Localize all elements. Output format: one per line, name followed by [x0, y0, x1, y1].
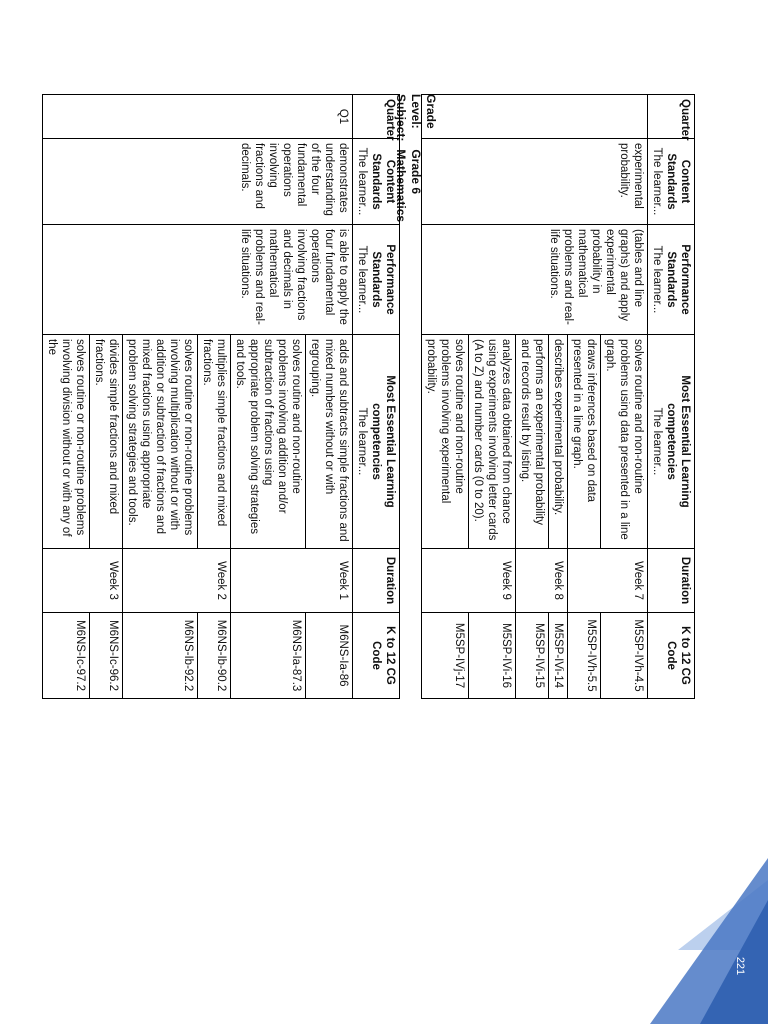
code-cell: M5SP-IVi-14: [549, 613, 568, 699]
grade-level-label: Grade Level:: [409, 94, 438, 129]
table-row: [601, 95, 648, 699]
header-melc: Most Essential Learning competencies The learner...: [648, 335, 695, 549]
grade-level-line: [408, 94, 438, 222]
duration-cell: Week 2: [123, 549, 231, 613]
header-performance-standards: Performance Standards The learner...: [353, 225, 400, 335]
header-code: K to 12 CG Code: [353, 613, 400, 699]
competency-cell: solves routine and non-routine problems using data presented in a line graph.: [601, 335, 648, 549]
header-duration: Duration: [648, 549, 695, 613]
duration-cell: Week 3: [43, 549, 123, 613]
header-melc: Most Essential Learning competencies The learner...: [353, 335, 400, 549]
content-standard-cell: demonstrates understanding of the four fundamental operations involving fractions and decimals.: [43, 139, 353, 225]
competency-cell: divides simple fractions and mixed fractions.: [90, 335, 123, 549]
header-code: K to 12 CG Code: [648, 613, 695, 699]
code-cell: M6NS-Ib-92.2: [123, 613, 198, 699]
header-content-standards: Content Standards The learner...: [648, 139, 695, 225]
code-cell: M6NS-Ia-86: [306, 613, 353, 699]
header-content-standards: Content Standards The learner...: [353, 139, 400, 225]
table-header-row: [648, 95, 695, 699]
duration-cell: Week 9: [422, 549, 516, 613]
quarter-cell: Q1: [43, 95, 353, 139]
performance-standard-cell: is able to apply the four fundamental operations involving fractions and decimals in mathematical problems and real-life situations.: [43, 225, 353, 335]
curriculum-table-grade6: [42, 94, 400, 699]
competency-cell: solves routine and non-routine problems involving experimental probability.: [422, 335, 469, 549]
competency-cell: draws inferences based on data presented in a line graph.: [568, 335, 601, 549]
header-performance-standards: Performance Standards The learner...: [648, 225, 695, 335]
code-cell: M5SP-IVj-17: [422, 613, 469, 699]
competency-cell: analyzes data obtained from chance using experiments involving letter cards (A to Z) and number cards (0 to 20).: [469, 335, 516, 549]
code-cell: M5SP-IVi-15: [516, 613, 549, 699]
header-duration: Duration: [353, 549, 400, 613]
table-row: [306, 95, 353, 699]
competency-cell: performs an experimental probability and records result by listing.: [516, 335, 549, 549]
code-cell: M6NS-Ib-90.2: [198, 613, 231, 699]
code-cell: M5SP-IVh-4.5: [601, 613, 648, 699]
duration-cell: Week 7: [568, 549, 648, 613]
duration-cell: Week 1: [231, 549, 353, 613]
competency-cell: multiplies simple fractions and mixed fractions.: [198, 335, 231, 549]
duration-cell: Week 8: [516, 549, 568, 613]
curriculum-table-continued: [421, 94, 695, 699]
subject-label: Subject:: [394, 94, 408, 142]
code-cell: M5SP-IVi-16: [469, 613, 516, 699]
competency-cell: solves routine or non-routine problems involving division without or with any of the: [43, 335, 90, 549]
header-quarter: Quarter: [648, 95, 695, 139]
competency-cell: describes experimental probability.: [549, 335, 568, 549]
content-standard-cell: experimental probability.: [422, 139, 648, 225]
code-cell: M5SP-IVh-5.5: [568, 613, 601, 699]
code-cell: M6NS-Ia-87.3: [231, 613, 306, 699]
page-number: 221: [734, 956, 746, 976]
quarter-cell: [422, 95, 648, 139]
code-cell: M6NS-Ic-97.2: [43, 613, 90, 699]
performance-standard-cell: (tables and line graphs) and apply experimental probability in mathematical problems and real-life situations.: [422, 225, 648, 335]
table-header-row: [353, 95, 400, 699]
subject-value: Mathematics: [394, 149, 408, 223]
header-quarter: Quarter: [353, 95, 400, 139]
competency-cell: solves routine and non-routine problems involving addition and/or subtraction of fractions using appropriate problem solving strategies and tools.: [231, 335, 306, 549]
competency-cell: adds and subtracts simple fractions and mixed numbers without or with regrouping.: [306, 335, 353, 549]
competency-cell: solves routine or non-routine problems involving multiplication without or with addition or subtraction of fractions and mixed fractions using appropriate problem solving strategies and tools.: [123, 335, 198, 549]
grade-level-value: Grade 6: [409, 149, 423, 195]
code-cell: M6NS-Ic-96.2: [90, 613, 123, 699]
